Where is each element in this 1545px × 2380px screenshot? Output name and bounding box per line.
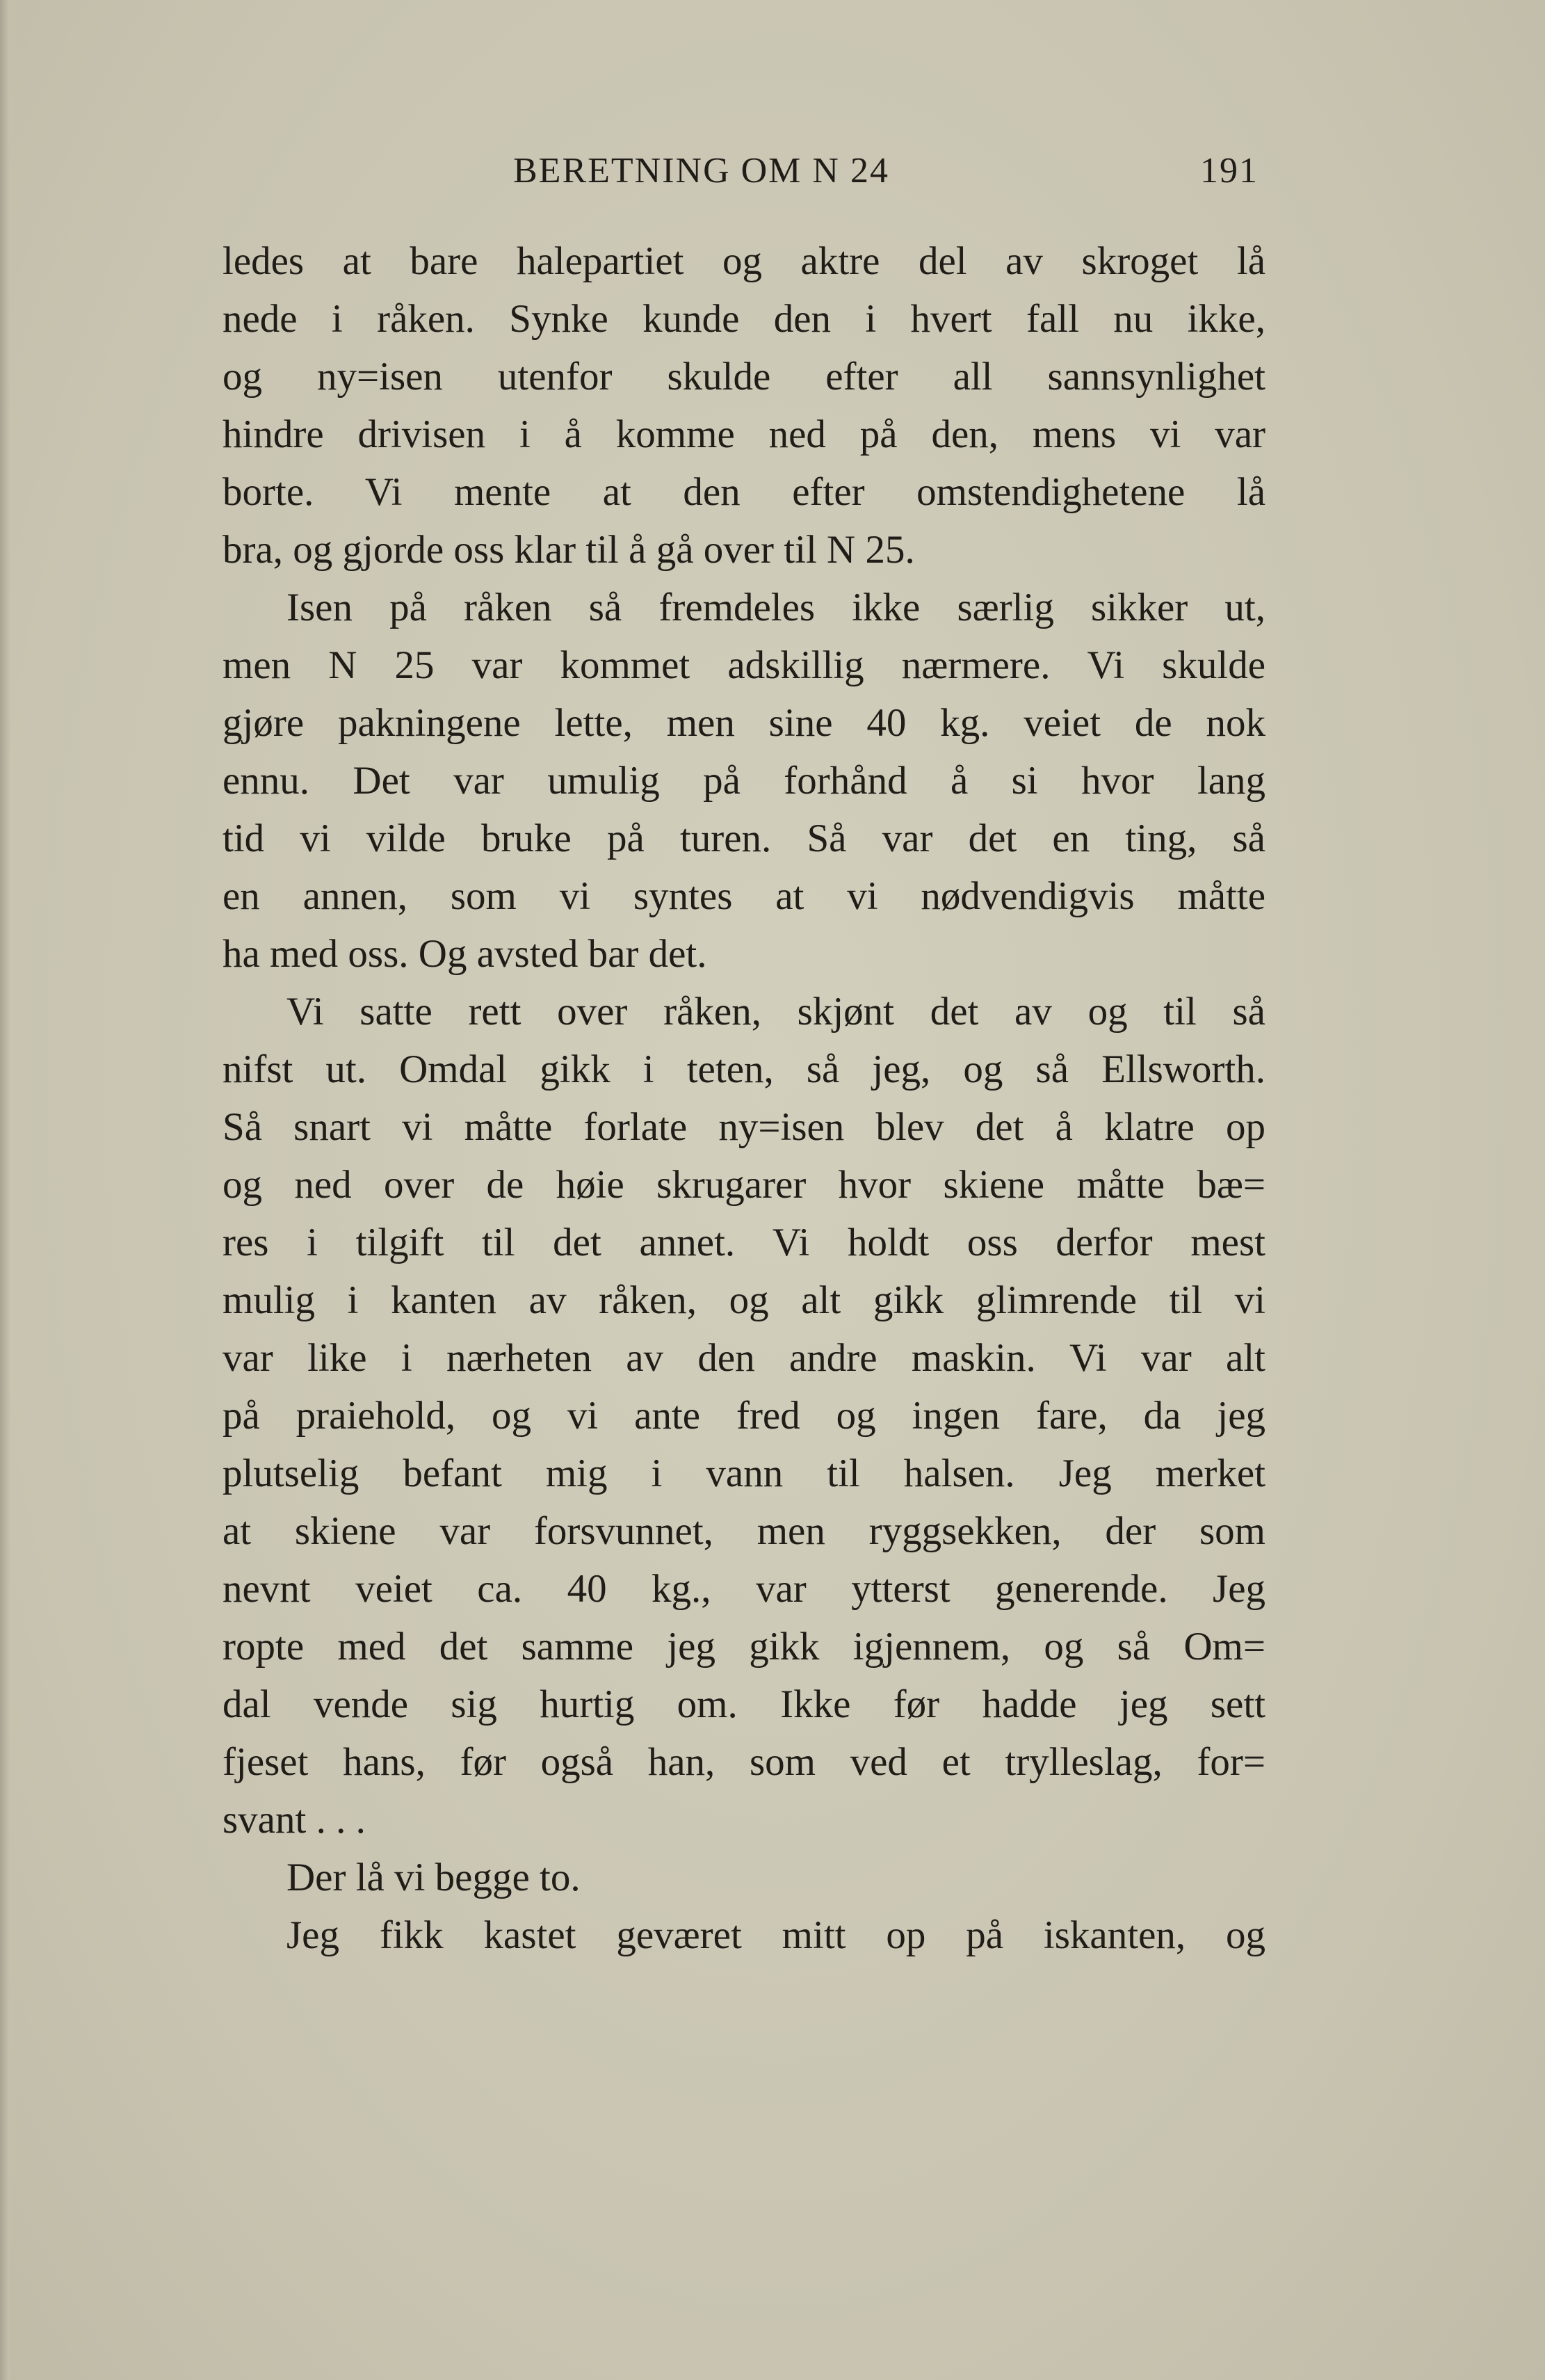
page-number: 191 [1200,151,1259,191]
text-line: Så snart vi måtte forlate ny=isen blev det å klatre op [223,1105,1265,1149]
text-line: ennu. Det var umulig på forhånd å si hvor lang [223,759,1265,803]
text-line: at skiene var forsvunnet, men ryggsekken, der som [223,1509,1265,1553]
page-edge-shadow [0,0,10,2380]
text-line: res i tilgift til det annet. Vi holdt oss derfor mest [223,1221,1265,1264]
text-line: men N 25 var kommet adskillig nærmere. Vi skulde [223,643,1265,687]
text-line: ropte med det samme jeg gikk igjennem, og så Om= [223,1625,1265,1669]
running-head [223,150,1259,199]
text-line: plutselig befant mig i vann til halsen. Jeg merket [223,1452,1265,1495]
text-line: Vi satte rett over råken, skjønt det av og til så [286,990,1265,1034]
running-head-title: BERETNING OM N 24 [513,151,889,191]
text-line: svant . . . [223,1798,366,1842]
text-line: nede i råken. Synke kunde den i hvert fall nu ikke, [223,297,1265,341]
text-line: mulig i kanten av råken, og alt gikk glimrende til vi [223,1278,1265,1322]
text-line: tid vi vilde bruke på turen. Så var det en ting, så [223,817,1265,860]
text-line: på praiehold, og vi ante fred og ingen fare, da jeg [223,1394,1265,1438]
text-line: og ned over de høie skrugarer hvor skiene måtte bæ= [223,1163,1265,1207]
text-line: borte. Vi mente at den efter omstendighetene lå [223,470,1265,514]
text-line: Isen på råken så fremdeles ikke særlig sikker ut, [286,586,1265,629]
text-line: Jeg fikk kastet geværet mitt op på iskanten, og [286,1913,1265,1957]
text-line: ledes at bare halepartiet og aktre del av skroget lå [223,239,1265,283]
text-line: var like i nærheten av den andre maskin. Vi var alt [223,1336,1265,1380]
text-line: en annen, som vi syntes at vi nødvendigvis måtte [223,874,1265,918]
text-line: nevnt veiet ca. 40 kg., var ytterst generende. Jeg [223,1567,1265,1611]
text-line: og ny=isen utenfor skulde efter all sannsynlighet [223,355,1265,399]
text-line: nifst ut. Omdal gikk i teten, så jeg, og så Ellsworth. [223,1047,1265,1091]
text-line: Der lå vi begge to. [286,1856,581,1899]
text-line: fjeset hans, før også han, som ved et trylleslag, for= [223,1740,1265,1784]
text-line: ha med oss. Og avsted bar det. [223,932,707,976]
text-line: dal vende sig hurtig om. Ikke før hadde jeg sett [223,1682,1265,1726]
text-line: hindre drivisen i å komme ned på den, mens vi var [223,412,1265,456]
body-text [223,232,1265,1964]
text-line: bra, og gjorde oss klar til å gå over til N 25. [223,528,915,572]
text-line: gjøre pakningene lette, men sine 40 kg. veiet de nok [223,701,1265,745]
